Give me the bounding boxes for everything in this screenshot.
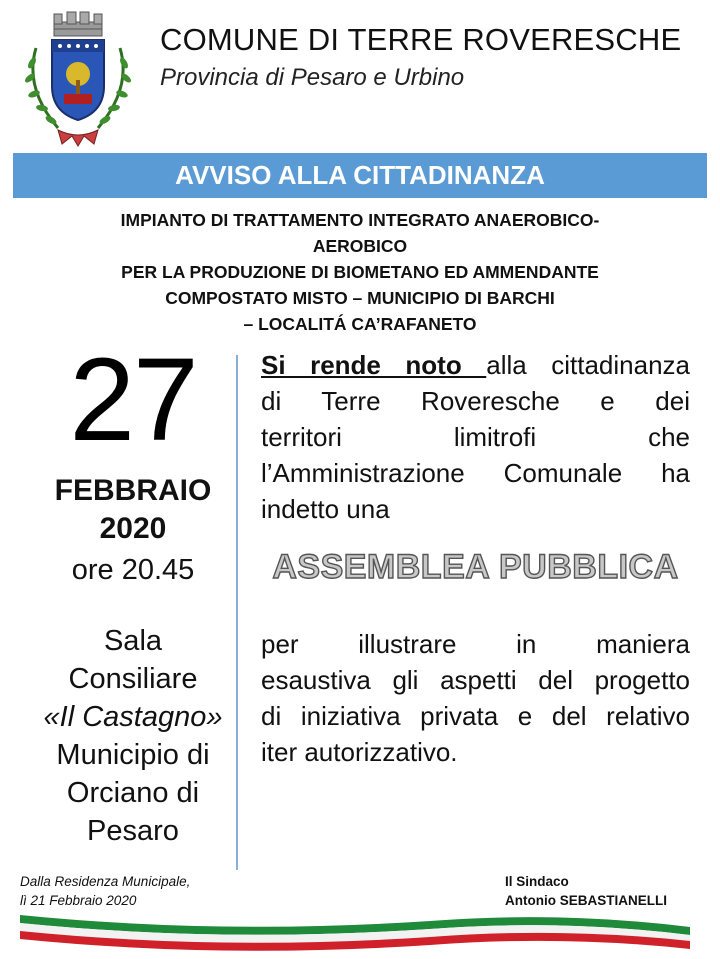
event-venue	[20, 622, 246, 850]
venue-line: Consiliare	[68, 663, 198, 695]
event-day: 27	[69, 334, 197, 466]
venue-line: Municipio di	[56, 739, 210, 771]
announcement-purpose	[261, 626, 690, 770]
notice-subject	[40, 207, 680, 337]
text-line: esaustiva gli aspetti del progetto	[261, 665, 690, 695]
venue-line: Orciano di	[66, 777, 200, 809]
signatory-name: Antonio SEBASTIANELLI	[505, 893, 667, 908]
text-line: l’Amministrazione Comunale ha	[261, 458, 690, 488]
signatory-role: Il Sindaco	[505, 874, 569, 889]
subject-line: – LOCALITÁ CA’RAFANETO	[243, 314, 477, 334]
event-year: 2020	[99, 512, 167, 545]
issue-place: Dalla Residenza Municipale,	[20, 874, 191, 889]
org-name: COMUNE DI TERRE ROVERESCHE	[160, 22, 682, 57]
announcement-text	[261, 347, 690, 527]
venue-name: «Il Castagno»	[43, 701, 223, 733]
org-province: Provincia di Pesaro e Urbino	[160, 64, 465, 91]
subject-line: AEROBICO	[312, 236, 408, 256]
subject-line: IMPIANTO DI TRATTAMENTO INTEGRATO ANAEROBICO-	[120, 210, 600, 230]
lead-phrase: Si rende noto	[261, 350, 487, 380]
venue-line: Pesaro	[87, 815, 179, 847]
notice-banner: AVVISO ALLA CITTADINANZA	[13, 153, 707, 198]
coat-of-arms-icon	[18, 8, 138, 148]
text-line: di Terre Roveresche e dei	[261, 386, 690, 416]
ribbon-icon	[58, 130, 98, 146]
issue-date: lì 21 Febbraio 2020	[20, 893, 137, 908]
text-line: indetto una	[261, 494, 390, 524]
event-details	[20, 334, 246, 850]
text-line: Si rende noto alla cittadinanza	[261, 350, 690, 380]
event-time: ore 20.45	[71, 554, 195, 586]
text-line: territori limitrofi che	[261, 422, 690, 452]
event-month: FEBBRAIO	[54, 474, 212, 507]
tricolor-ribbon-icon	[0, 905, 720, 959]
crown-icon	[54, 12, 102, 36]
venue-line: Sala	[103, 625, 163, 657]
text-line: iter autorizzativo.	[261, 737, 458, 767]
subject-line: COMPOSTATO MISTO – MUNICIPIO DI BARCHI	[165, 288, 555, 308]
text-line: per illustrare in maniera	[261, 629, 690, 659]
subject-line: PER LA PRODUZIONE DI BIOMETANO ED AMMENDANTE	[121, 262, 599, 282]
assembly-title: ASSEMBLEA PUBBLICA	[272, 548, 679, 586]
text-line: di iniziativa privata e del relativo	[261, 701, 690, 731]
column-divider	[236, 355, 238, 870]
